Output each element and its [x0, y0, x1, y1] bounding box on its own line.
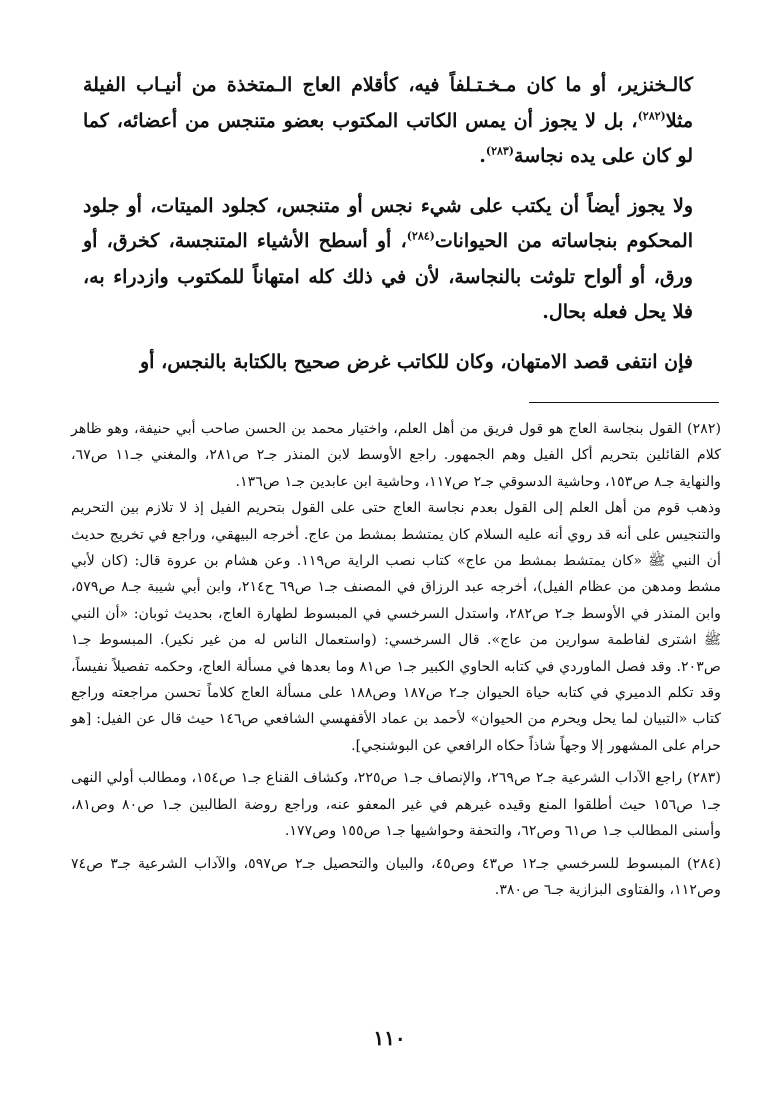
- footnote-number: (٢٨٢): [687, 421, 721, 437]
- main-body-text: [83, 68, 693, 394]
- paragraph-1: [83, 68, 693, 175]
- footnote-separator: [529, 402, 719, 403]
- page-number: ١١٠: [373, 1026, 406, 1050]
- footnote-284: [71, 851, 721, 904]
- paragraph-1-text-end: .: [479, 145, 486, 167]
- footnote-282-para-1: [71, 416, 721, 495]
- footnote-number: (٢٨٤): [687, 855, 721, 872]
- footnote-283-para: [71, 765, 721, 844]
- paragraph-2-text-b: ، أو أسطح الأشياء المتنجسة، كخرق، أو ورق، أو ألواح تلوثت بالنجاسة، لأن في ذلك كله امتهاناً للمكتوب وازدراء به، فلا يحل فعله بحال.: [83, 230, 693, 323]
- footnote-number: (٢٨٣): [687, 770, 721, 787]
- footnote-283: [71, 765, 721, 844]
- paragraph-3-text: فإن انتفى قصد الامتهان، وكان للكاتب غرض صحيح بالكتابة بالنجس، أو: [140, 350, 693, 373]
- paragraph-1-text-a: كالـخنزير، أو ما كان مـخـتـلفاً فيه، كأقلام العاج الـمتخذة من أنيـاب الفيلة مثلا: [83, 74, 693, 132]
- footnote-ref-284[interactable]: (٢٨٤): [406, 229, 435, 243]
- footnotes-section: [71, 416, 721, 909]
- footnote-text: المبسوط للسرخسي جـ١٢ ص٤٣ وص٤٥، والبيان والتحصيل جـ٢ ص٥٩٧، والآداب الشرعية جـ٣ ص٧٤ وص١١٢، والفتاوى البزازية جـ٦ ص٣٨٠.: [71, 855, 721, 898]
- footnote-284-para: [71, 851, 721, 904]
- footnote-text: القول بنجاسة العاج هو قول فريق من أهل العلم، واختيار محمد بن الحسن صاحب أبي حنيفة، وهو ظاهر كلام القائلين بتحريم أكل الفيل وهم الجمهور. راجع الأوسط لابن المنذر جـ٢ ص٢٨١، والمغني جـ١١ ص٦٧، والنهاية جـ٨ ص١٥٣، وحاشية الدسوقي جـ٢ ص١١٧، وحاشية ابن عابدين جـ١ ص١٣٦.: [71, 421, 721, 490]
- paragraph-3: [83, 345, 693, 381]
- footnote-282: [71, 416, 721, 759]
- footnote-ref-283[interactable]: (٢٨٣): [485, 144, 515, 158]
- footnote-text: راجع الآداب الشرعية جـ٢ ص٢٦٩، والإنصاف جـ١ ص٢٢٥، وكشاف القناع جـ١ ص١٥٤، ومطالب أولي النهى جـ١ ص١٥٦ حيث أطلقوا المنع وقيده غيرهم في غير المعفو عنه، وراجع روضة الطالبين جـ١ ص٨٠ وص٨١، وأسنى المطالب جـ١ ص٦١ وص٦٢، والتحفة وحواشيها جـ١ ص١٥٥ وص١٧٧.: [71, 770, 722, 840]
- paragraph-2: [83, 189, 693, 331]
- paragraph-2-text-a: ولا يجوز أيضاً أن يكتب على شيء نجس أو متنجس، كجلود الميتات، أو جلود المحكوم بنجاساته من الحيوانات: [83, 194, 693, 252]
- footnote-282-para-2: وذهب قوم من أهل العلم إلى القول بعدم نجاسة العاج حتى على القول بتحريم الفيل إذ لا تلازم بين التحريم والتنجيس على أنه قد روي أنه عليه السلام كان يمتشط بمشط من عاج. أخرجه البيهقي، وراجع في تخريج حديث أن النبي ﷺ «كان يمتشط بمشط من عاج» كتاب نصب الراية ص١١٩. وعن هشام بن عروة قال: (كان لأبي مشط ومدهن من عظام الفيل)، أخرجه عبد الرزاق في المصنف جـ١ ص٦٩ ح٢١٤، وابن أبي شيبة جـ٨ ص٥٧٩، وابن المنذر في الأوسط جـ٢ ص٢٨٢، واستدل السرخسي في المبسوط لطهارة العاج، بحديث ثوبان: «أن النبي ﷺ اشترى لفاطمة سوارين من عاج». قال السرخسي: (واستعمال الناس له من غير نكير). المبسوط جـ١ ص٢٠٣. وقد فصل الماوردي في كتابه الحاوي الكبير جـ١ ص٨١ وما بعدها في مسألة العاج، وحكمه تفصيلاً نفيساً، وقد تكلم الدميري في كتابه حياة الحيوان جـ٢ ص١٨٧ وص١٨٨ على مسألة العاج كلاماً تحسن مراجعته وراجع كتاب «التبيان لما يحل ويحرم من الحيوان» لأحمد بن عماد الأقفهسي الشافعي ص١٤٦ حيث قال عن الفيل: [هو حرام على المشهور إلا وجهاً شاذاً حكاه الرافعي عن البوشنجي].: [71, 500, 722, 754]
- footnote-ref-282[interactable]: (٢٨٢): [637, 109, 666, 123]
- paragraph-1-text-b: ، بل لا يجوز أن يمس الكاتب المكتوب بعضو متنجس من أعضائه، كما لو كان على يده نجاسة: [83, 109, 693, 167]
